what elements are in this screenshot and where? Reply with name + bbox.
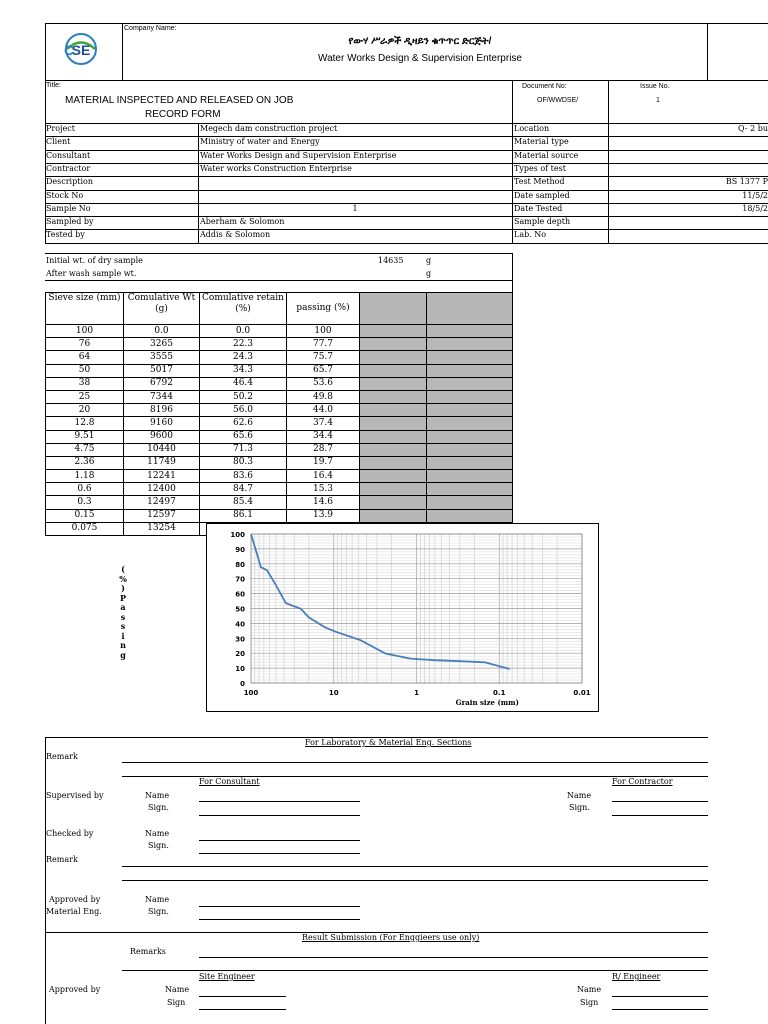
table-cell: 15.3 [287,483,360,496]
table-row [46,509,513,522]
table-cell: 2.36 [46,456,124,469]
remark2-label: Remark [46,855,78,864]
result-approved-by-label: Approved by [49,985,101,994]
table-cell: 34.3 [200,364,287,377]
table-cell: 24.3 [200,351,287,364]
info-right-label: Sample depth [514,217,571,227]
chart-xlabel: Grain size (mm) [455,698,519,707]
checked-by-label: Checked by [46,829,94,838]
document-no-value: OF/WWDSE/ [537,97,579,104]
x-tick-label: 0.01 [573,689,591,697]
site-engineer-label: Site Engineer [199,972,255,981]
table-row [46,404,513,417]
header-blank-1 [360,293,427,325]
y-tick-label: 40 [235,620,245,629]
initial-weight-value: 14635 [378,256,404,265]
info-left-value: Water works Construction Enterprise [200,163,352,173]
header-cumulative-weight: Comulative Wt (g) [124,293,200,325]
x-tick-label: 10 [328,689,339,697]
table-blank-cell [360,496,427,509]
table-cell: 50 [46,364,124,377]
grading-chart-svg [207,524,598,711]
info-left-label: Sampled by [46,217,94,227]
info-left-label: Consultant [46,150,91,160]
table-cell: 53.6 [287,377,360,390]
info-right-value: 11/5/2 [742,190,768,200]
table-row [46,496,513,509]
table-cell: 86.1 [200,509,287,522]
approved-sign-line[interactable] [199,919,360,920]
r-sign-label: Sign [580,998,599,1007]
y-tick-label: 30 [235,635,245,644]
info-left-value: Megech dam construction project [200,124,338,133]
table-blank-cell [360,404,427,417]
table-blank-cell [360,351,427,364]
table-row [46,483,513,496]
info-right-label: Material type [514,137,569,147]
consultant-sign-line[interactable] [199,815,360,816]
form-title-line1: MATERIAL INSPECTED AND RELEASED ON JOB [65,95,294,106]
table-cell: 46.4 [200,377,287,390]
table-blank-cell [427,325,513,338]
table-cell: 12.8 [46,417,124,430]
table-blank-cell [427,483,513,496]
table-cell: 0.3 [46,496,124,509]
table-blank-cell [360,430,427,443]
chart-ylabel: ( % ) P a s s i n g [119,564,127,660]
supervised-sign-label: Sign. [148,803,169,812]
svg-text:SE: SE [71,42,91,58]
supervised-by-label: Supervised by [46,791,104,800]
table-blank-cell [360,417,427,430]
after-wash-weight-label: After wash sample wt. [46,269,137,278]
table-row [46,390,513,403]
table-cell: 1.18 [46,470,124,483]
table-blank-cell [427,404,513,417]
remarks-label: Remarks [130,947,166,956]
table-cell: 4.75 [46,443,124,456]
table-cell: 9160 [124,417,200,430]
form-title-line2: RECORD FORM [145,109,221,120]
table-cell: 0.075 [46,522,124,535]
remark-label: Remark [46,752,78,761]
r-name-label: Name [577,985,602,994]
table-cell: 28.7 [287,443,360,456]
table-blank-cell [427,417,513,430]
table-blank-cell [427,443,513,456]
table-blank-cell [360,470,427,483]
supervised-name-label: Name [145,791,170,800]
table-cell: 3555 [124,351,200,364]
table-cell: 62.6 [200,417,287,430]
table-cell: 85.4 [200,496,287,509]
table-cell: 49.8 [287,390,360,403]
table-blank-cell [360,483,427,496]
table-cell: 71.3 [200,443,287,456]
table-blank-cell [360,377,427,390]
y-tick-label: 10 [235,665,245,674]
site-sign-line[interactable] [199,1009,286,1010]
table-row [46,325,513,338]
info-right-value: 18/5/2 [742,203,768,213]
contractor-sign-line[interactable] [612,815,708,816]
table-cell: 12597 [124,509,200,522]
approved-name-label: Name [145,895,170,904]
checked-sign-line[interactable] [199,853,360,854]
table-row [46,430,513,443]
table-blank-cell [427,351,513,364]
y-tick-label: 70 [235,575,245,584]
header-passing: passing (%) [287,293,360,325]
info-right-label: Date Tested [514,203,563,213]
table-cell: 12241 [124,470,200,483]
info-left-label: Tested by [46,230,85,240]
table-cell: 9600 [124,430,200,443]
table-cell: 0.15 [46,509,124,522]
table-cell: 44.0 [287,404,360,417]
r-name-line[interactable] [612,996,708,997]
issue-no-label: Issue No. [640,83,670,90]
table-cell: 10440 [124,443,200,456]
info-right-value: Q- 2 bu [737,124,768,133]
company-name-english: Water Works Design & Supervision Enterprise [318,53,522,64]
table-cell: 84.7 [200,483,287,496]
material-eng-label: Material Eng. [46,907,102,916]
table-cell: 65.6 [200,430,287,443]
grading-curve [251,534,510,669]
y-tick-label: 50 [235,605,245,614]
table-blank-cell [360,364,427,377]
table-cell: 22.3 [200,338,287,351]
info-left-value: Addis & Solomon [200,230,271,240]
table-cell: 76 [46,338,124,351]
table-blank-cell [427,509,513,522]
checked-name-line[interactable] [199,840,360,841]
info-left-value: 1 [352,203,358,213]
document-no-label: Document No: [522,83,567,90]
table-blank-cell [427,338,513,351]
table-blank-cell [360,443,427,456]
company-logo [58,32,104,66]
table-cell: 20 [46,404,124,417]
checked-sign-label: Sign. [148,841,169,850]
initial-weight-label: Initial wt. of dry sample [46,256,143,265]
table-cell: 3265 [124,338,200,351]
info-left-label: Sample No [46,203,91,213]
table-cell: 80.3 [200,456,287,469]
info-left-label: Description [46,177,93,187]
table-blank-cell [427,470,513,483]
for-contractor-label: For Contractor [612,777,673,786]
issue-no-value: 1 [656,97,660,104]
table-row [46,338,513,351]
y-tick-label: 20 [235,650,245,659]
site-sign-label: Sign [167,998,186,1007]
after-wash-weight-unit: g [426,269,432,278]
company-name-label: Company Name: [124,25,177,32]
table-cell: 19.7 [287,456,360,469]
table-blank-cell [427,456,513,469]
info-right-value: BS 1377 P [725,177,768,187]
table-blank-cell [427,377,513,390]
table-cell: 50.2 [200,390,287,403]
approved-by-label: Approved by [49,895,101,904]
table-row [46,443,513,456]
table-cell: 37.4 [287,417,360,430]
y-tick-label: 0 [240,680,245,688]
checked-name-label: Name [145,829,170,838]
table-cell: 14.6 [287,496,360,509]
title-label: Title: [46,82,61,89]
info-left-value: Water Works Design and Supervision Enterprise [200,150,397,160]
r-engineer-label: R/ Engineer [612,972,661,981]
table-cell: 25 [46,390,124,403]
table-blank-cell [427,430,513,443]
table-cell: 6792 [124,377,200,390]
header-cumulative-retain: Comulative retain (%) [200,293,287,325]
table-blank-cell [427,496,513,509]
site-name-line[interactable] [199,996,286,997]
approved-name-line[interactable] [199,906,360,907]
table-blank-cell [427,364,513,377]
info-right-label: Lab. No [514,230,547,240]
initial-weight-unit: g [426,256,432,265]
y-tick-label: 100 [230,531,245,539]
info-left-label: Stock No [46,190,84,200]
contractor-sign-label: Sign. [569,803,590,812]
info-left-label: Contractor [46,163,91,173]
info-right-label: Material source [514,150,579,160]
y-tick-label: 90 [235,545,245,554]
table-cell: 16.4 [287,470,360,483]
table-blank-cell [360,325,427,338]
approved-sign-label: Sign. [148,907,169,916]
table-cell: 11749 [124,456,200,469]
table-blank-cell [427,390,513,403]
info-right-label: Date sampled [514,190,570,200]
y-tick-label: 80 [235,560,245,569]
r-sign-line[interactable] [612,1009,708,1010]
table-row [46,417,513,430]
y-tick-label: 60 [235,590,245,599]
sieve-analysis-table [45,292,513,536]
table-row [46,351,513,364]
table-blank-cell [360,390,427,403]
table-cell: 8196 [124,404,200,417]
consultant-name-line[interactable] [199,801,360,802]
table-cell: 56.0 [200,404,287,417]
table-blank-cell [360,456,427,469]
table-cell: 12400 [124,483,200,496]
info-left-value: Ministry of water and Energy [200,137,320,147]
grading-chart [206,523,599,712]
site-name-label: Name [165,985,190,994]
for-consultant-label: For Consultant [199,777,260,786]
x-tick-label: 100 [243,689,259,697]
header-sieve-size: Sieve size (mm) [46,293,124,325]
table-cell: 64 [46,351,124,364]
table-row [46,456,513,469]
table-blank-cell [360,338,427,351]
x-tick-label: 0.1 [493,689,506,697]
table-row [46,364,513,377]
table-row [46,470,513,483]
table-cell: 75.7 [287,351,360,364]
result-section-heading: Result Submission (For Enggieers use only) [302,933,480,942]
table-cell: 7344 [124,390,200,403]
company-name-amharic: የውሃ ሥራዎች ዲዛይን ቁጥጥር ድርጅት/ [348,36,492,47]
table-cell: 13.9 [287,509,360,522]
table-cell: 100 [287,325,360,338]
contractor-name-label: Name [567,791,592,800]
table-cell: 0.0 [200,325,287,338]
table-cell: 9.51 [46,430,124,443]
lab-section-heading: For Laboratory & Material Eng. Sections [305,738,472,747]
info-left-value: Aberham & Solomon [200,217,285,227]
table-cell: 12497 [124,496,200,509]
info-right-label: Types of test [514,163,566,173]
table-cell: 0.6 [46,483,124,496]
table-cell: 65.7 [287,364,360,377]
table-cell: 100 [46,325,124,338]
svg-text:C: C [63,42,75,58]
table-cell: 13254 [124,522,200,535]
info-right-label: Location [514,124,550,133]
table-blank-cell [360,509,427,522]
table-cell: 5017 [124,364,200,377]
table-cell: 83.6 [200,470,287,483]
contractor-name-line[interactable] [612,801,708,802]
table-cell: 34.4 [287,430,360,443]
table-cell: 0.0 [124,325,200,338]
info-right-label: Test Method [514,177,565,187]
table-cell: 77.7 [287,338,360,351]
x-tick-label: 1 [414,689,419,697]
info-left-label: Client [46,137,71,147]
header-blank-2 [427,293,513,325]
table-cell: 38 [46,377,124,390]
table-row [46,377,513,390]
info-left-label: Project [46,124,75,133]
